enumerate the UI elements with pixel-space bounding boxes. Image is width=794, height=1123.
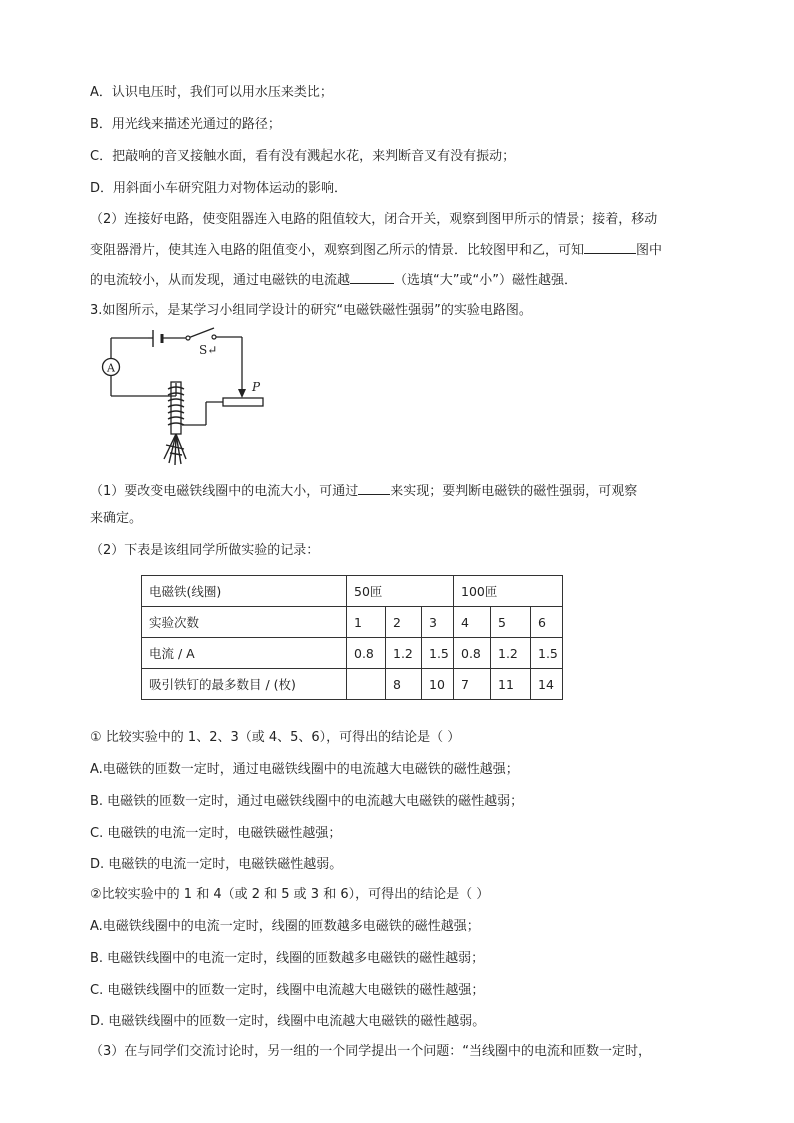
table-cell: 3 <box>422 607 454 638</box>
table-cell: 7 <box>454 669 491 700</box>
table-cell: 1.2 <box>386 638 422 669</box>
part2-line1: （2）连接好电路，使变阻器连入电路的阻值较大，闭合开关，观察到图甲所示的情景；接着，移动 <box>90 212 658 227</box>
part2-line3-text: 的电流较小，从而发现，通过电磁铁的电流越 <box>90 273 351 288</box>
option-b-1: B．用光线来描述光通过的路径； <box>90 117 281 132</box>
option-a-3: A.电磁铁线圈中的电流一定时，线圈的匝数越多电磁铁的磁性越强； <box>90 919 480 934</box>
experiment-record-table <box>141 575 563 700</box>
table-cell: 5 <box>491 607 531 638</box>
option-c-1: C．把敲响的音叉接触水面，看有没有溅起水花，来判断音叉有没有振动； <box>90 149 516 164</box>
part2-line3-end: （选填“大”或“小”）磁性越强． <box>394 273 577 288</box>
table-row <box>142 576 563 607</box>
option-a-1: A．认识电压时，我们可以用水压来类比； <box>90 85 333 100</box>
table-cell: 2 <box>386 607 422 638</box>
q-circle1: ① 比较实验中的 1、2、3（或 4、5、6），可得出的结论是（ ） <box>90 730 461 745</box>
option-d-3: D. 电磁铁线圈中的匝数一定时，线圈中电流越大电磁铁的磁性越弱。 <box>90 1014 486 1029</box>
option-c-2: C. 电磁铁的电流一定时，电磁铁磁性越强； <box>90 826 342 841</box>
table-row <box>142 607 563 638</box>
answer-blank[interactable] <box>350 271 394 284</box>
table-cell: 电流 / A <box>142 638 347 669</box>
table-cell: 1.5 <box>531 638 563 669</box>
table-cell: 1.5 <box>422 638 454 669</box>
answer-blank[interactable] <box>358 482 390 495</box>
table-cell: 11 <box>491 669 531 700</box>
ammeter-label: A <box>107 361 115 375</box>
slider-label: P <box>252 380 261 394</box>
part2-line3 <box>90 271 577 290</box>
table-cell: 100匝 <box>454 576 563 607</box>
table-cell: 1.2 <box>491 638 531 669</box>
table-cell: 0.8 <box>454 638 491 669</box>
option-d-1: D．用斜面小车研究阻力对物体运动的影响． <box>90 181 348 196</box>
q3-sub2: （2）下表是该组同学所做实验的记录： <box>90 543 320 558</box>
table-row <box>142 638 563 669</box>
table-cell: 4 <box>454 607 491 638</box>
q3-sub3: （3）在与同学们交流讨论时，另一组的一个同学提出一个问题：“当线圈中的电流和匝数一定时， <box>90 1044 652 1059</box>
q3-sub1 <box>90 482 637 501</box>
part2-line2-end: 图中 <box>636 243 663 258</box>
option-a-2: A.电磁铁的匝数一定时，通过电磁铁线圈中的电流越大电磁铁的磁性越强； <box>90 762 519 777</box>
circuit-diagram <box>96 325 276 470</box>
table-cell: 14 <box>531 669 563 700</box>
option-b-2: B. 电磁铁的匝数一定时，通过电磁铁线圈中的电流越大电磁铁的磁性越弱； <box>90 794 524 809</box>
q3-sub1-line2: 来确定。 <box>90 511 143 526</box>
iron-nails-icon <box>164 434 186 465</box>
part2-line2-text: 变阻器滑片，使其连入电路的阻值变小，观察到图乙所示的情景．比较图甲和乙，可知 <box>90 243 585 258</box>
answer-blank[interactable] <box>584 241 636 254</box>
table-cell: 实验次数 <box>142 607 347 638</box>
table-cell: 电磁铁(线圈) <box>142 576 347 607</box>
q-circle2: ②比较实验中的 1 和 4（或 2 和 5 或 3 和 6），可得出的结论是（ ） <box>90 887 490 902</box>
table-row <box>142 669 563 700</box>
option-c-3: C. 电磁铁线圈中的匝数一定时，线圈中电流越大电磁铁的磁性越强； <box>90 983 485 998</box>
switch-label: S↵ <box>199 343 218 357</box>
q3-title: 3.如图所示，是某学习小组同学设计的研究“电磁铁磁性强弱”的实验电路图。 <box>90 303 532 318</box>
q3-sub1-end: 来实现；要判断电磁铁的磁性强弱，可观察 <box>390 484 638 499</box>
table-cell: 吸引铁钉的最多数目 / (枚) <box>142 669 347 700</box>
option-b-3: B. 电磁铁线圈中的电流一定时，线圈的匝数越多电磁铁的磁性越弱； <box>90 951 485 966</box>
table-cell: 50匝 <box>347 576 454 607</box>
option-d-2: D. 电磁铁的电流一定时，电磁铁磁性越弱。 <box>90 857 343 872</box>
table-cell: 0.8 <box>347 638 386 669</box>
table-cell: 1 <box>347 607 386 638</box>
part2-line2 <box>90 241 662 260</box>
q3-sub1-text: （1）要改变电磁铁线圈中的电流大小，可通过 <box>90 484 359 499</box>
table-cell: 8 <box>386 669 422 700</box>
table-cell: 6 <box>531 607 563 638</box>
table-cell <box>347 669 386 700</box>
table-cell: 10 <box>422 669 454 700</box>
